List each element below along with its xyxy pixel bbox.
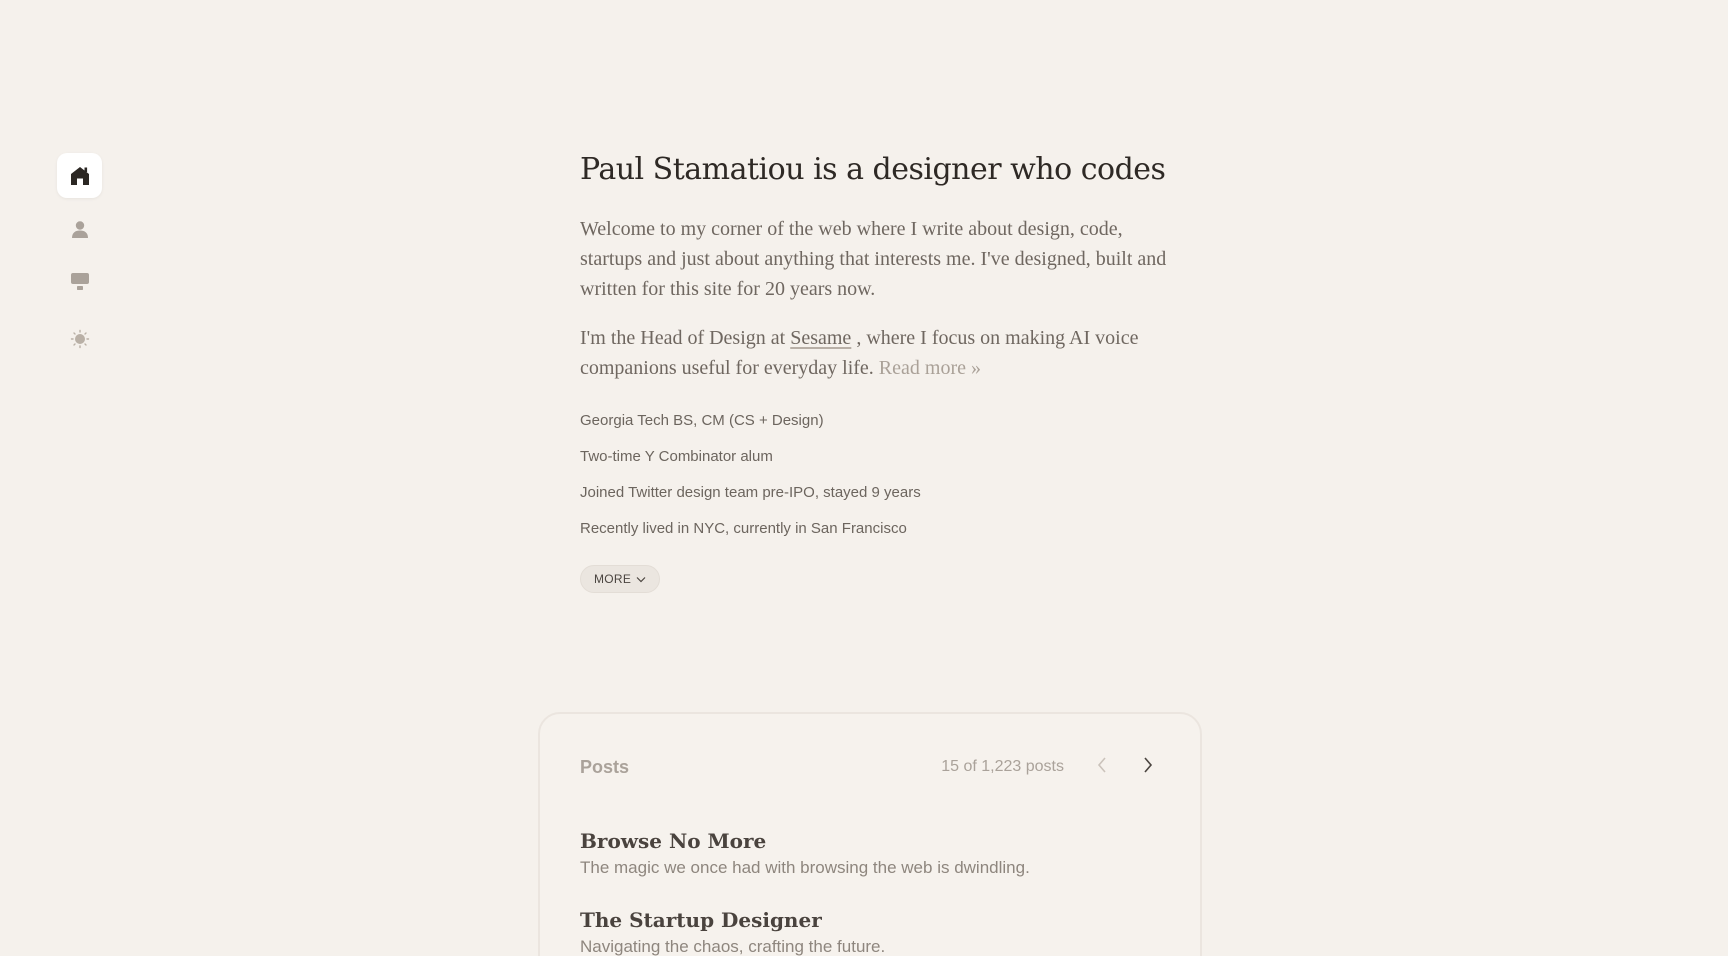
posts-card — [538, 712, 1202, 956]
intro-section — [580, 152, 1180, 593]
sesame-link[interactable]: Sesame — [790, 327, 852, 349]
read-more-link[interactable]: Read more » — [878, 357, 981, 379]
role-paragraph — [580, 323, 1180, 383]
posts-count: 15 of 1,223 posts — [941, 758, 1064, 775]
posts-title: Posts — [580, 756, 630, 777]
more-button[interactable] — [580, 565, 660, 593]
fact-item: Georgia Tech BS, CM (CS + Design) — [580, 412, 824, 429]
role-text-after: , where I focus on making AI voice companions useful for everyday life. — [580, 327, 1139, 379]
post-list — [580, 828, 1160, 956]
theme-toggle-button[interactable] — [57, 316, 102, 361]
display-icon — [70, 271, 90, 293]
post-description: Navigating the chaos, crafting the future. — [580, 937, 886, 956]
post-title[interactable]: Browse No More — [580, 829, 767, 853]
more-button-label: MORE — [594, 572, 632, 586]
role-text-before: I'm the Head of Design at — [580, 327, 791, 349]
home-icon — [69, 165, 91, 187]
sun-icon — [70, 329, 90, 349]
previous-page-button[interactable] — [1090, 755, 1114, 779]
next-page-button[interactable] — [1136, 755, 1160, 779]
person-icon — [70, 219, 90, 239]
intro-paragraph: Welcome to my corner of the web where I write about design, code, startups and just about anything that interests me. I've designed, built and written for this site for 20 years now. — [580, 218, 1167, 300]
posts-header — [580, 752, 1160, 782]
fact-item: Two-time Y Combinator alum — [580, 448, 773, 465]
fact-item: Recently lived in NYC, currently in San Francisco — [580, 520, 907, 537]
chevron-right-icon — [1142, 756, 1154, 779]
sidebar-nav — [57, 153, 102, 361]
nav-home[interactable] — [57, 153, 102, 198]
facts-list — [580, 411, 1180, 555]
posts-pagination — [941, 755, 1160, 779]
fact-item: Joined Twitter design team pre-IPO, stayed 9 years — [580, 484, 921, 501]
post-description: The magic we once had with browsing the web is dwindling. — [580, 858, 1030, 877]
post-item[interactable] — [580, 828, 1160, 879]
chevron-left-icon — [1096, 756, 1108, 779]
page-title: Paul Stamatiou is a designer who codes — [580, 152, 1166, 187]
chevron-down-icon — [636, 572, 646, 586]
nav-about[interactable] — [57, 206, 102, 251]
nav-projects[interactable] — [57, 259, 102, 304]
post-title[interactable]: The Startup Designer — [580, 908, 822, 932]
post-item[interactable] — [580, 907, 1160, 956]
